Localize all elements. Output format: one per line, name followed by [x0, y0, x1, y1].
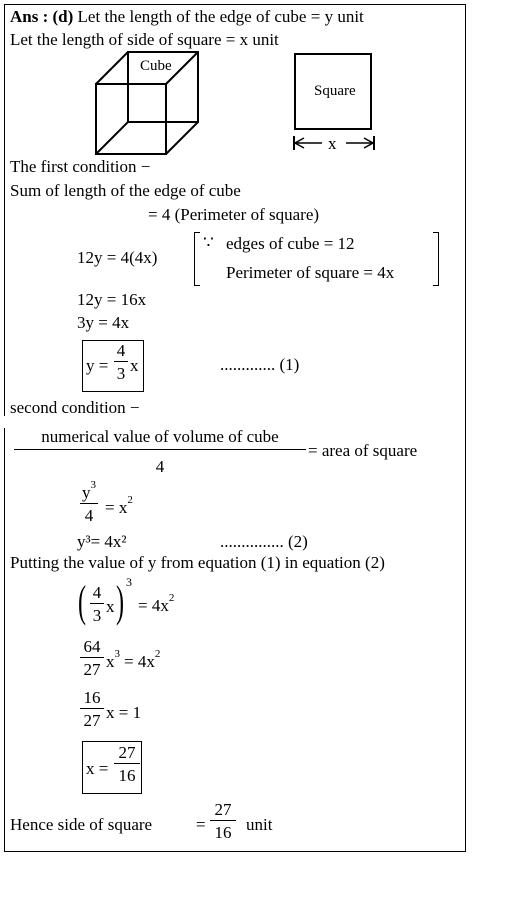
fraction-numerator: numerical value of volume of cube: [41, 427, 279, 446]
equation-1-label: ............. (1): [220, 355, 300, 374]
cube-edge-eq: = y unit: [310, 7, 364, 26]
substitution-2-rhs: [124, 648, 161, 671]
fraction-denominator: 4: [84, 506, 94, 525]
y-cubed-rhs-exponent: 2: [127, 494, 133, 506]
fraction-numerator: [80, 479, 98, 503]
substitution-2-var-exponent: 3: [114, 648, 120, 660]
fraction-denominator: 3: [92, 606, 102, 625]
frame-gap: [3, 416, 6, 428]
bracket-left: [194, 232, 200, 286]
first-condition-line: Sum of length of the edge of cube: [10, 181, 241, 200]
substitution-2-rhs-exponent: 2: [154, 648, 161, 660]
conclusion-text: Hence side of square: [10, 815, 153, 834]
fraction-numerator: 27: [214, 800, 232, 819]
substitution-1-rhs: [138, 592, 175, 615]
substitution-2-var: [106, 648, 120, 671]
fraction-denominator: 27: [83, 711, 101, 730]
boxed-y-var: x: [130, 356, 139, 375]
fraction-numerator: 27: [118, 743, 136, 762]
fraction-numerator-base: y: [82, 483, 91, 502]
sixteen-27-fraction: [80, 689, 104, 729]
paren-left: (: [78, 577, 87, 626]
y-cubed-rhs: [105, 494, 133, 517]
four-thirds-fraction: [90, 584, 104, 624]
second-condition-heading: second condition −: [10, 398, 140, 417]
square-side-eq: = x unit: [225, 30, 279, 49]
because-symbol: ∵: [203, 233, 214, 252]
substitution-1-rhs-base: = 4x: [138, 596, 169, 615]
fraction-numerator: 16: [83, 688, 101, 707]
square-label: Square: [314, 83, 356, 99]
paren-right: ): [116, 577, 125, 626]
substitution-3-rhs: x = 1: [106, 703, 142, 722]
four-thirds-var: x: [106, 597, 115, 616]
conclusion-eq: =: [196, 815, 206, 834]
volume-area-fraction: [14, 428, 306, 475]
fraction-numerator-exponent: 3: [90, 479, 96, 491]
square-side-text: Let the length of side of square: [10, 30, 222, 49]
cube-edge-text: Let the length of the edge of cube: [77, 7, 307, 26]
fraction-numerator: 4: [116, 341, 126, 360]
conclusion-fraction: [210, 801, 236, 841]
fraction-denominator: 27: [83, 660, 101, 679]
substitution-2-var-base: x: [106, 652, 115, 671]
boxed-y-lhs: y =: [86, 356, 109, 375]
eq-3y-4x: 3y = 4x: [77, 313, 130, 332]
sixtyfour-27-fraction: [80, 638, 104, 678]
square-dimension-label: x: [328, 134, 337, 153]
answer-line-2: [10, 31, 279, 48]
y-cubed-over-4: [80, 479, 98, 525]
conclusion-unit: unit: [246, 815, 273, 834]
volume-area-rhs: = area of square: [308, 441, 418, 460]
paren-exponent: 3: [126, 575, 132, 589]
boxed-x-fraction: [114, 744, 140, 784]
y-cubed-rhs-base: = x: [105, 498, 128, 517]
substitution-2-rhs-base: = 4x: [124, 652, 155, 671]
equation-2-label: ............... (2): [220, 532, 308, 551]
eq-y3-4x2: y³= 4x²: [77, 532, 127, 551]
because-line-1: edges of cube = 12: [226, 234, 355, 253]
cube-edge: [166, 122, 198, 154]
boxed-x-lhs: x =: [86, 759, 109, 778]
cube-edge: [96, 52, 128, 84]
fraction-numerator: 4: [92, 583, 102, 602]
because-line-2: Perimeter of square = 4x: [226, 263, 395, 282]
boxed-y-fraction: [114, 342, 128, 382]
substitution-heading: Putting the value of y from equation (1) in equation (2): [10, 553, 385, 572]
bracket-right: [433, 232, 439, 286]
answer-label: Ans : (d): [10, 7, 74, 26]
fraction-numerator: 64: [83, 637, 101, 656]
answer-line-1: [10, 8, 364, 25]
eq-12y-4-4x: 12y = 4(4x): [77, 248, 158, 267]
first-condition-eq: = 4 (Perimeter of square): [148, 205, 320, 224]
substitution-1-rhs-exponent: 2: [168, 592, 175, 604]
fraction-denominator: 3: [116, 364, 126, 383]
eq-12y-16x: 12y = 16x: [77, 290, 147, 309]
fraction-denominator: 16: [214, 823, 232, 842]
cube-edge: [96, 122, 128, 154]
fraction-denominator: 4: [155, 457, 165, 476]
fraction-denominator: 16: [118, 766, 136, 785]
first-condition-heading: The first condition −: [10, 157, 151, 176]
cube-label: Cube: [140, 58, 172, 74]
